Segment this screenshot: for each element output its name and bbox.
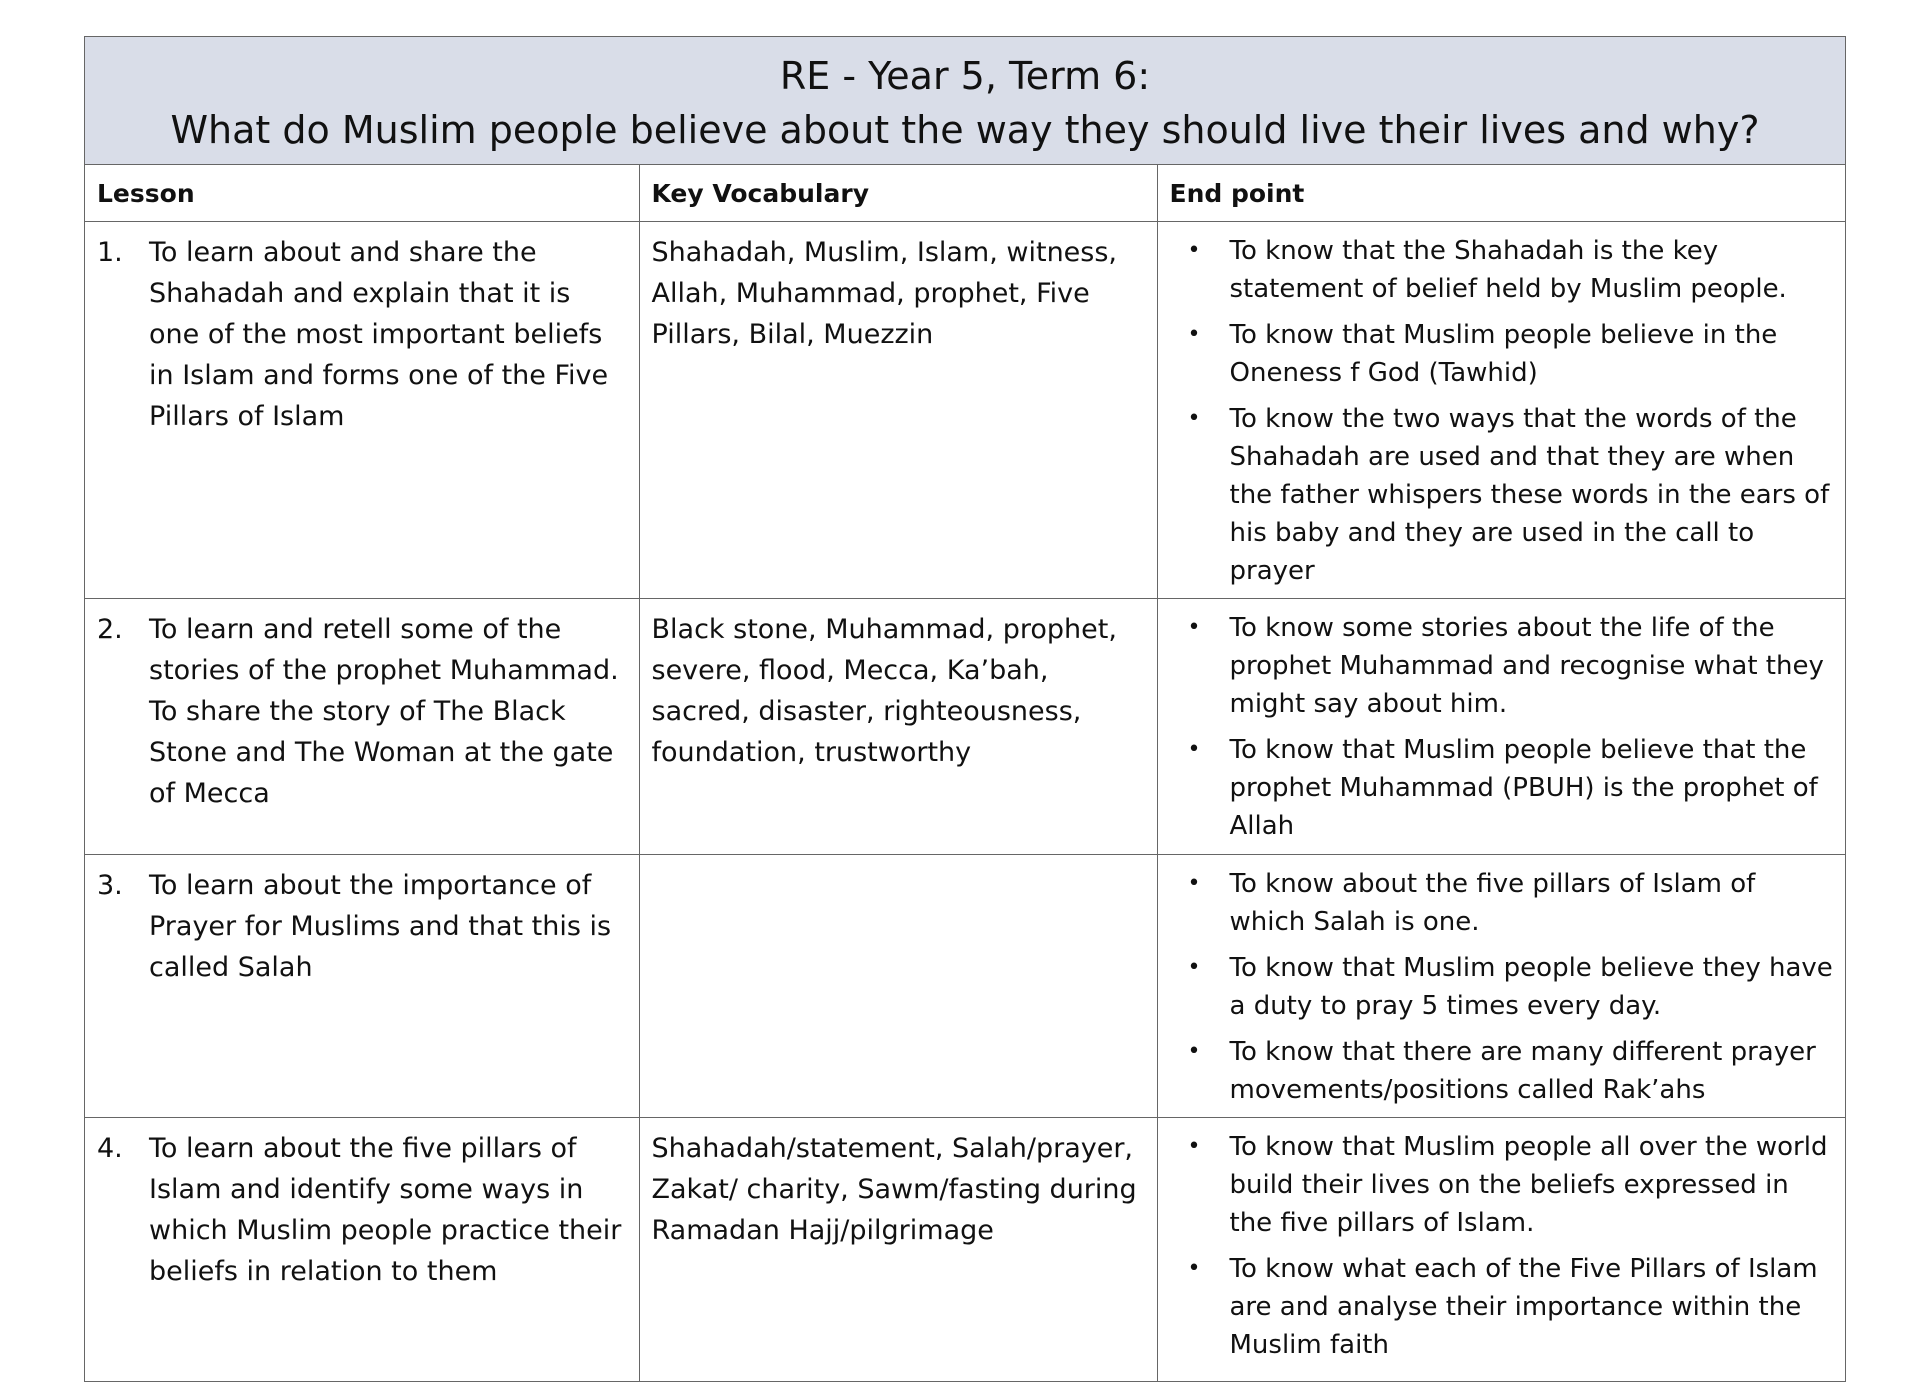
vocabulary-cell: Black stone, Muhammad, prophet, severe, flood, Mecca, Ka’bah, sacred, disaster, righteousness, foundation, trustworthy	[639, 598, 1157, 854]
end-point-text: To know that Muslim people believe they have a duty to pray 5 times every day.	[1229, 952, 1833, 1021]
lesson-table	[85, 165, 1845, 1381]
bullet-icon: •	[1187, 1038, 1201, 1064]
lesson-number: 1.	[97, 236, 123, 268]
header-row	[85, 165, 1845, 221]
lesson-text: To learn about the importance of Prayer for Muslims and that this is called Salah	[149, 869, 612, 983]
bullet-icon: •	[1187, 321, 1201, 347]
end-point-cell	[1157, 221, 1845, 598]
end-point-text: To know about the five pillars of Islam of which Salah is one.	[1229, 868, 1756, 937]
vocabulary-cell	[639, 854, 1157, 1117]
title-line-1: RE - Year 5, Term 6:	[779, 54, 1151, 98]
header-vocabulary: Key Vocabulary	[639, 165, 1157, 221]
header-lesson: Lesson	[85, 165, 639, 221]
end-point-item	[1170, 731, 1834, 845]
bullet-icon: •	[1187, 237, 1201, 263]
end-point-item	[1170, 1128, 1834, 1242]
end-point-item	[1170, 865, 1834, 941]
lesson-number: 3.	[97, 869, 123, 901]
table-row	[85, 1117, 1845, 1381]
title-line-2: What do Muslim people believe about the way they should live their lives and why?	[170, 108, 1760, 152]
vocabulary-cell: Shahadah, Muslim, Islam, witness, Allah, Muhammad, prophet, Five Pillars, Bilal, Muezzin	[639, 221, 1157, 598]
end-point-text: To know that the Shahadah is the key statement of belief held by Muslim people.	[1229, 235, 1787, 304]
table-row	[85, 221, 1845, 598]
end-point-cell	[1157, 854, 1845, 1117]
end-point-text: To know that there are many different prayer movements/positions called Rak’ahs	[1229, 1036, 1816, 1105]
lesson-cell	[85, 1117, 639, 1381]
end-point-text: To know that Muslim people all over the world build their lives on the beliefs expressed in the five pillars of Islam.	[1229, 1131, 1828, 1238]
end-point-text: To know some stories about the life of the prophet Muhammad and recognise what they might say about him.	[1229, 612, 1824, 719]
bullet-icon: •	[1187, 870, 1201, 896]
curriculum-sheet	[84, 36, 1846, 1382]
lesson-cell	[85, 221, 639, 598]
bullet-icon: •	[1187, 954, 1201, 980]
end-point-item	[1170, 232, 1834, 308]
lesson-text: To learn and retell some of the stories of the prophet Muhammad. To share the story of The Black Stone and The Woman at the gate of Mecca	[149, 613, 619, 809]
end-point-item	[1170, 949, 1834, 1025]
lesson-number: 4.	[97, 1132, 123, 1164]
lesson-number: 2.	[97, 613, 123, 645]
header-end-point: End point	[1157, 165, 1845, 221]
end-point-item	[1170, 609, 1834, 723]
end-point-text: To know that Muslim people believe in the Oneness f God (Tawhid)	[1229, 319, 1778, 388]
end-point-text: To know the two ways that the words of the Shahadah are used and that they are when the father whispers these words in the ears of his baby and they are used in the call to prayer	[1229, 403, 1830, 586]
bullet-icon: •	[1187, 1133, 1201, 1159]
table-row	[85, 598, 1845, 854]
end-point-text: To know that Muslim people believe that the prophet Muhammad (PBUH) is the prophet of Allah	[1229, 734, 1818, 841]
end-point-cell	[1157, 1117, 1845, 1381]
bullet-icon: •	[1187, 736, 1201, 762]
vocabulary-cell: Shahadah/statement, Salah/prayer, Zakat/ charity, Sawm/fasting during Ramadan Hajj/pilgrimage	[639, 1117, 1157, 1381]
bullet-icon: •	[1187, 1255, 1201, 1281]
end-point-item	[1170, 316, 1834, 392]
lesson-text: To learn about the five pillars of Islam and identify some ways in which Muslim people practice their beliefs in relation to them	[149, 1132, 622, 1287]
end-point-text: To know what each of the Five Pillars of Islam are and analyse their importance within the Muslim faith	[1229, 1253, 1818, 1360]
end-point-item	[1170, 1033, 1834, 1109]
end-point-item	[1170, 400, 1834, 590]
table-row	[85, 854, 1845, 1117]
bullet-icon: •	[1187, 405, 1201, 431]
end-point-item	[1170, 1250, 1834, 1364]
end-point-cell	[1157, 598, 1845, 854]
lesson-text: To learn about and share the Shahadah and explain that it is one of the most important beliefs in Islam and forms one of the Five Pillars of Islam	[149, 236, 609, 432]
lesson-cell	[85, 854, 639, 1117]
lesson-cell	[85, 598, 639, 854]
bullet-icon: •	[1187, 614, 1201, 640]
title-box	[85, 37, 1845, 165]
